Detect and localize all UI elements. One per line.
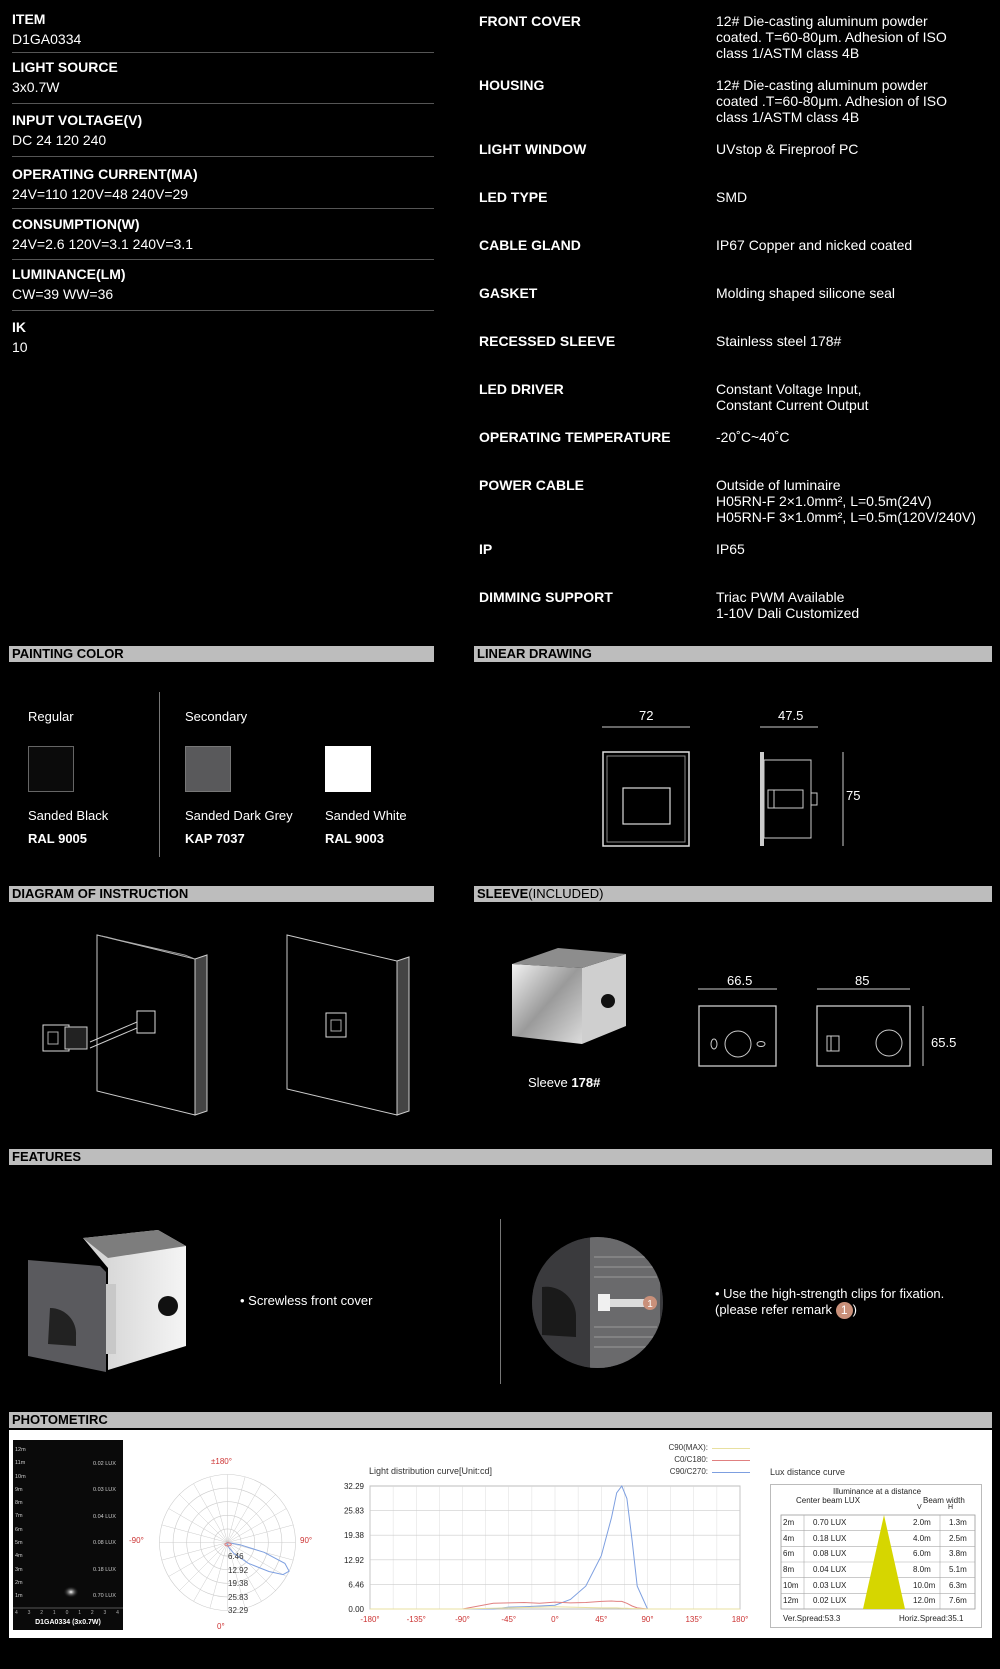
isolux-glow xyxy=(63,1586,79,1598)
sleeve-svg xyxy=(512,946,627,1046)
sleeve-caption xyxy=(528,1075,600,1090)
lux-cell-v: 2.0m xyxy=(913,1518,931,1527)
polar-ring-label: 19.38 xyxy=(228,1579,249,1589)
spec-value: 3x0.7W xyxy=(12,79,60,95)
spec-value xyxy=(716,541,996,557)
fixture-frame-edge xyxy=(106,1284,116,1354)
section-header-photometric: PHOTOMETIRC xyxy=(9,1412,992,1428)
hor-spread: Horiz.Spread:35.1 xyxy=(899,1614,964,1623)
section-header-diagram: DIAGRAM OF INSTRUCTION xyxy=(9,886,434,902)
x-tick-label: 0° xyxy=(551,1615,559,1624)
x-tick-label: 90° xyxy=(641,1615,654,1624)
color-code: KAP 7037 xyxy=(185,831,245,846)
spec-value: D1GA0334 xyxy=(12,31,82,47)
feature-image-clip xyxy=(532,1237,663,1368)
feature-divider xyxy=(500,1219,501,1384)
spec-item xyxy=(12,319,434,364)
lux-cell-lux: 0.04 LUX xyxy=(813,1564,847,1574)
lux-cell-h: 6.3m xyxy=(949,1580,967,1590)
polar-right-label: 90° xyxy=(300,1536,313,1545)
spec-value xyxy=(716,589,996,621)
isolux-distance: 10m xyxy=(15,1473,26,1480)
lux-cell-d: 4m xyxy=(783,1533,795,1543)
spec-line: H05RN-F 2×1.0mm², L=0.5m(24V) xyxy=(716,493,932,509)
lux-cell-lux: 0.08 LUX xyxy=(813,1549,847,1559)
spec-value: CW=39 WW=36 xyxy=(12,286,114,302)
isolux-distance: 7m xyxy=(15,1513,23,1520)
color-divider xyxy=(159,692,160,857)
legend-label: C0/C180: xyxy=(674,1455,708,1464)
wall-edge xyxy=(195,955,207,1115)
sleeve-dim-b: 85 xyxy=(855,973,870,988)
lux-cell-h: 1.3m xyxy=(949,1518,967,1527)
polar-chart xyxy=(129,1450,320,1635)
spec-label: LUMINANCE(LM) xyxy=(12,266,126,282)
linear-drawing xyxy=(590,705,861,855)
lux-cell-d: 8m xyxy=(783,1564,795,1574)
lux-col-h: H xyxy=(948,1504,954,1511)
spec-line: coated .T=60-80μm. Adhesion of ISO xyxy=(716,93,948,109)
x-tick-label: 45° xyxy=(595,1615,608,1624)
sleeve-dim-c: 65.5 xyxy=(931,1035,957,1050)
sleeve-slot xyxy=(757,1042,765,1047)
lux-cell-d: 6m xyxy=(783,1549,795,1559)
x-tick-label: -90° xyxy=(455,1615,470,1624)
spec-line: UVstop & Fireproof PC xyxy=(716,141,859,157)
sleeve-image xyxy=(512,946,627,1046)
clip-remark-number: 1 xyxy=(647,1299,653,1310)
isolux-lux: 0.02 LUX xyxy=(93,1461,116,1467)
lux-cell-lux: 0.18 LUX xyxy=(813,1533,847,1543)
spec-label: INPUT VOLTAGE(V) xyxy=(12,112,143,128)
lux-cell-lux: 0.02 LUX xyxy=(813,1596,847,1606)
wall-cutout xyxy=(137,1011,155,1033)
isolux-x-tick: 1 xyxy=(78,1610,81,1616)
spec-label: CABLE GLAND xyxy=(479,237,581,253)
sleeve-side-hole xyxy=(876,1030,902,1056)
distribution-chart xyxy=(330,1478,750,1638)
isolux-x-tick: 3 xyxy=(103,1610,107,1616)
sleeve-front-face xyxy=(512,964,582,1044)
spec-value xyxy=(716,237,996,253)
spec-value xyxy=(716,77,996,125)
lux-cell-lux: 0.03 LUX xyxy=(813,1580,847,1590)
lux-title: Lux distance curve xyxy=(770,1467,846,1477)
isolux-diagram xyxy=(13,1440,123,1630)
lux-row xyxy=(771,1531,983,1547)
spec-value: 10 xyxy=(12,339,28,355)
section-header-sleeve xyxy=(474,886,992,902)
polar-ring-label: 32.29 xyxy=(228,1606,249,1616)
feature-clip-svg xyxy=(532,1237,663,1368)
isolux-caption: D1GA0334 (3x0.7W) xyxy=(35,1619,101,1626)
y-tick-label: 12.92 xyxy=(343,1555,364,1565)
sleeve-slot xyxy=(711,1039,717,1049)
x-tick-label: -135° xyxy=(406,1615,426,1624)
lux-cell-d: 2m xyxy=(783,1518,795,1527)
fixture-window xyxy=(48,1032,58,1044)
spec-label: LIGHT SOURCE xyxy=(12,59,118,75)
spec-label: LED DRIVER xyxy=(479,381,564,397)
isolux-x-ticks xyxy=(15,1610,119,1616)
spec-value xyxy=(716,189,996,205)
dim-width: 72 xyxy=(639,708,654,723)
spec-value xyxy=(716,285,996,301)
x-tick-label: -45° xyxy=(501,1615,517,1624)
spec-label: RECESSED SLEEVE xyxy=(479,333,616,349)
lux-cell-lux: 0.70 LUX xyxy=(813,1518,847,1527)
spec-label: OPERATING CURRENT(MA) xyxy=(12,166,198,182)
color-code: RAL 9003 xyxy=(325,831,385,846)
lux-cell-v: 8.0m xyxy=(913,1564,931,1574)
spec-line: Stainless steel 178# xyxy=(716,333,842,349)
spec-line: SMD xyxy=(716,189,748,205)
legend-swatch xyxy=(712,1460,750,1461)
section-header-linear-drawing: LINEAR DRAWING xyxy=(474,646,992,662)
y-tick-label: 32.29 xyxy=(343,1482,364,1491)
spec-item xyxy=(12,11,434,53)
clip-part xyxy=(598,1294,610,1311)
lux-cell-v: 10.0m xyxy=(913,1580,936,1590)
spec-line: IP65 xyxy=(716,541,745,557)
isolux-distance: 8m xyxy=(15,1500,23,1507)
fixture-body xyxy=(65,1027,87,1049)
lux-row xyxy=(771,1562,983,1578)
lux-rows xyxy=(771,1515,983,1609)
lux-header-2: Center beam LUX xyxy=(796,1496,861,1505)
isolux-distance: 5m xyxy=(15,1540,23,1547)
lux-header-1: Illuminance at a distance xyxy=(832,1487,922,1496)
feature-clips-remark xyxy=(715,1302,944,1319)
sleeve-caption-code: 178# xyxy=(571,1075,601,1090)
polar-ring-label: 6.46 xyxy=(228,1552,244,1561)
legend-item xyxy=(620,1442,750,1454)
secondary-label: Secondary xyxy=(185,709,248,724)
polar-bottom-label: 0° xyxy=(217,1622,225,1631)
isolux-x-tick: 4 xyxy=(116,1610,119,1616)
legend-item xyxy=(620,1454,750,1466)
regular-label: Regular xyxy=(28,709,74,724)
remark-text: (please refer remark xyxy=(715,1302,836,1317)
spec-value xyxy=(716,429,996,445)
spec-label: POWER CABLE xyxy=(479,477,584,493)
installed-fixture xyxy=(326,1013,346,1037)
isolux-distance: 12m xyxy=(15,1447,26,1453)
sleeve-back-hole xyxy=(725,1031,751,1057)
polar-left-label: -90° xyxy=(129,1536,144,1545)
spec-line: -20˚C~40˚C xyxy=(716,429,790,445)
spec-label: ITEM xyxy=(12,11,46,27)
section-header-features: FEATURES xyxy=(9,1149,992,1165)
spec-line: Constant Voltage Input, xyxy=(716,381,862,397)
spec-line: class 1/ASTM class 4B xyxy=(716,45,860,61)
sleeve-hole xyxy=(601,994,615,1008)
wall-panel xyxy=(97,935,195,1115)
spec-line: Molding shaped silicone seal xyxy=(716,285,895,301)
legend-swatch xyxy=(712,1448,750,1449)
spec-line: Constant Current Output xyxy=(716,397,869,413)
remark-text: ) xyxy=(852,1302,857,1317)
spec-label: IK xyxy=(12,319,26,335)
front-inner xyxy=(607,756,685,842)
dim-depth: 47.5 xyxy=(778,708,804,723)
isolux-x-tick: 4 xyxy=(15,1610,18,1616)
y-tick-label: 6.46 xyxy=(348,1580,364,1590)
clip-arm xyxy=(610,1299,646,1307)
light-window xyxy=(623,788,670,824)
isolux-lux: 0.04 LUX xyxy=(93,1513,116,1520)
wall-edge-installed xyxy=(397,957,409,1115)
isolux-distance: 11m xyxy=(15,1460,26,1467)
isolux-lux: 0.08 LUX xyxy=(93,1540,116,1547)
isolux-distance: 2m xyxy=(15,1579,23,1586)
curve-title: Light distribution curve[Unit:cd] xyxy=(369,1466,493,1476)
spec-label: DIMMING SUPPORT xyxy=(479,589,613,605)
spec-label: IP xyxy=(479,541,493,557)
x-tick-label: 180° xyxy=(731,1615,749,1624)
color-swatch-dark-grey xyxy=(185,746,231,792)
spec-line: Triac PWM Available xyxy=(716,589,845,605)
isolux-lux-labels xyxy=(93,1451,116,1609)
spec-label: OPERATING TEMPERATURE xyxy=(479,429,671,445)
spec-label: GASKET xyxy=(479,285,538,301)
lux-cell-v: 4.0m xyxy=(913,1533,931,1543)
spec-item xyxy=(12,216,434,260)
spec-value xyxy=(716,13,996,61)
wall-panel-installed xyxy=(287,935,397,1115)
side-body xyxy=(764,760,811,838)
feature-fixture-svg xyxy=(28,1228,188,1373)
lux-row xyxy=(771,1515,983,1531)
lux-header-3: Beam width xyxy=(923,1496,965,1505)
spec-value xyxy=(716,141,996,157)
ver-spread: Ver.Spread:53.3 xyxy=(783,1614,841,1623)
spec-value xyxy=(716,381,996,413)
spec-line: IP67 Copper and nicked coated xyxy=(716,237,913,253)
isolux-distance-labels xyxy=(15,1444,26,1604)
legend-item xyxy=(620,1466,750,1478)
curve-legend xyxy=(620,1442,750,1478)
legend-swatch xyxy=(712,1472,750,1473)
spec-value xyxy=(716,333,996,349)
polar-top-label: ±180° xyxy=(211,1457,232,1466)
lux-row xyxy=(771,1578,983,1594)
spec-label: LED TYPE xyxy=(479,189,548,205)
feature-image-fixture xyxy=(28,1228,188,1373)
lux-cell-v: 6.0m xyxy=(913,1549,931,1559)
isolux-distance: 1m xyxy=(15,1593,23,1600)
lux-table xyxy=(770,1484,982,1628)
lux-col-v: V xyxy=(917,1504,922,1511)
remark-badge: 1 xyxy=(836,1302,853,1319)
spec-item xyxy=(12,166,434,209)
isolux-lux: 0.70 LUX xyxy=(93,1593,116,1600)
color-name: Sanded Dark Grey xyxy=(185,808,293,823)
side-cable xyxy=(768,790,803,808)
installed-window xyxy=(331,1020,341,1031)
spec-value: 24V=2.6 120V=3.1 240V=3.1 xyxy=(12,236,193,252)
installation-diagram xyxy=(35,925,415,1125)
spec-line: Outside of luminaire xyxy=(716,477,841,493)
spec-line: 1-10V Dali Customized xyxy=(716,605,860,621)
lux-cell-v: 12.0m xyxy=(913,1596,936,1606)
lux-row xyxy=(771,1546,983,1562)
fixture-sleeve-hole xyxy=(158,1296,178,1316)
isolux-distance: 3m xyxy=(15,1566,23,1573)
legend-label: C90/C270: xyxy=(669,1467,708,1476)
isolux-x-tick: 2 xyxy=(90,1610,94,1616)
spec-label: HOUSING xyxy=(479,77,545,93)
color-swatch-white xyxy=(325,746,371,792)
spec-value: 24V=110 120V=48 240V=29 xyxy=(12,186,189,202)
isolux-x-tick: 1 xyxy=(52,1610,56,1616)
polar-ring-labels xyxy=(228,1550,248,1618)
spec-item xyxy=(12,59,434,104)
spec-item xyxy=(12,266,434,311)
lux-cell-h: 3.8m xyxy=(949,1549,967,1559)
y-tick-label: 0.00 xyxy=(348,1605,364,1614)
lux-cell-d: 10m xyxy=(783,1580,799,1590)
sleeve-caption-text: Sleeve xyxy=(528,1075,572,1090)
x-tick-label: -180° xyxy=(360,1615,380,1624)
polar-ring-label: 25.83 xyxy=(228,1592,249,1602)
spec-line: coated. T=60-80μm. Adhesion of ISO xyxy=(716,29,947,45)
spec-line: H05RN-F 3×1.0mm², L=0.5m(120V/240V) xyxy=(716,509,976,525)
feature-clips-line: • Use the high-strength clips for fixation. xyxy=(715,1286,945,1301)
spec-label: FRONT COVER xyxy=(479,13,581,29)
sleeve-header-suffix: (INCLUDED) xyxy=(528,886,604,901)
spec-value xyxy=(716,477,1000,525)
lux-row xyxy=(771,1593,983,1609)
side-gland xyxy=(811,793,817,805)
sleeve-drawing xyxy=(695,975,985,1095)
isolux-lux: 0.18 LUX xyxy=(93,1566,116,1573)
lux-cell-d: 12m xyxy=(783,1596,799,1606)
isolux-x-tick: 2 xyxy=(40,1610,44,1616)
section-header-painting-color: PAINTING COLOR xyxy=(9,646,434,662)
front-outline xyxy=(603,752,689,846)
spec-value: DC 24 120 240 xyxy=(12,132,107,148)
lux-cell-h: 5.1m xyxy=(949,1564,967,1574)
color-code: RAL 9005 xyxy=(28,831,88,846)
isolux-distance: 4m xyxy=(15,1553,23,1560)
wall-top xyxy=(97,935,195,959)
sleeve-header-text: SLEEVE xyxy=(477,886,529,901)
spec-line: 12# Die-casting aluminum powder xyxy=(716,13,928,29)
x-tick-label: 135° xyxy=(685,1615,703,1624)
sleeve-dim-a: 66.5 xyxy=(727,973,753,988)
side-flange xyxy=(760,752,764,846)
feature-text-screwless: • Screwless front cover xyxy=(240,1293,373,1308)
distribution-svg xyxy=(330,1478,750,1638)
isolux-distance: 6m xyxy=(15,1526,23,1533)
dim-height: 75 xyxy=(846,788,861,803)
spec-item xyxy=(12,112,434,157)
sleeve-side-window xyxy=(827,1036,839,1051)
color-name: Sanded White xyxy=(325,808,407,823)
spec-line: class 1/ASTM class 4B xyxy=(716,109,860,125)
spec-label: CONSUMPTION(W) xyxy=(12,216,140,232)
feature-text-clips xyxy=(715,1286,944,1319)
legend-label: C90(MAX): xyxy=(668,1443,708,1452)
linear-drawing-svg xyxy=(590,705,850,855)
color-name: Sanded Black xyxy=(28,808,109,823)
installation-diagram-svg xyxy=(35,925,415,1125)
y-tick-label: 25.83 xyxy=(343,1506,364,1516)
lux-cell-h: 2.5m xyxy=(949,1533,967,1543)
isolux-lux: 0.03 LUX xyxy=(93,1487,116,1494)
polar-ring-label: 12.92 xyxy=(228,1565,249,1575)
color-swatch-black xyxy=(28,746,74,792)
lux-cell-h: 7.6m xyxy=(949,1596,967,1606)
isolux-distance: 9m xyxy=(15,1486,23,1493)
y-tick-label: 19.38 xyxy=(343,1531,364,1541)
isolux-x-tick: 0 xyxy=(65,1610,69,1616)
spec-label: LIGHT WINDOW xyxy=(479,141,587,157)
isolux-x-tick: 3 xyxy=(27,1610,31,1616)
spec-line: 12# Die-casting aluminum powder xyxy=(716,77,928,93)
